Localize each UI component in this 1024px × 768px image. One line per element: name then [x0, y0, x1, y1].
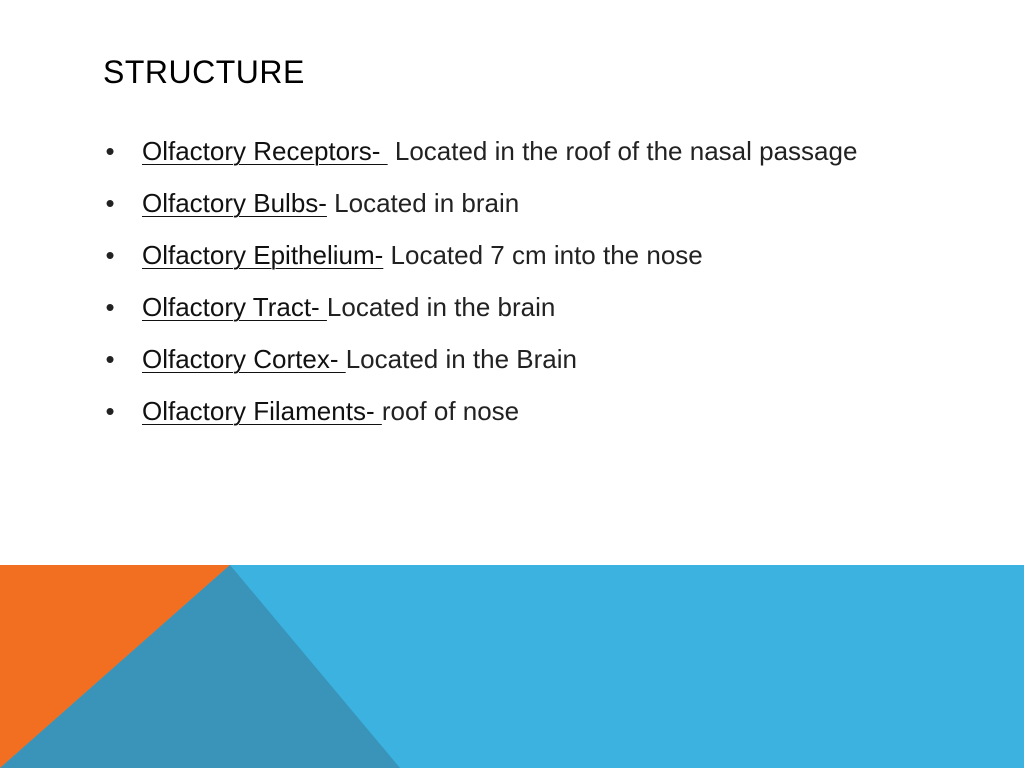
bullet-term: Olfactory Cortex- [142, 344, 346, 374]
bullet-marker: • [105, 136, 115, 166]
bullet-marker: • [105, 292, 115, 322]
bullet-description: Located in the roof of the nasal passage [387, 136, 858, 166]
bullet-description: roof of nose [381, 396, 520, 426]
bullet-list [100, 132, 920, 444]
bullet-description: Located in the Brain [345, 344, 577, 374]
bullet-description: Located in brain [326, 188, 520, 218]
slide-title: STRUCTURE [103, 54, 305, 90]
bullet-item [100, 132, 920, 171]
bullet-marker: • [105, 188, 115, 218]
bullet-item [100, 236, 920, 275]
bullet-marker: • [105, 344, 115, 374]
bullet-description: Located 7 cm into the nose [383, 240, 703, 270]
bullet-marker: • [105, 396, 115, 426]
bullet-term: Olfactory Epithelium- [142, 240, 384, 270]
bullet-item [100, 288, 920, 327]
bullet-term: Olfactory Receptors- [142, 136, 388, 166]
bullet-term: Olfactory Filaments- [142, 396, 382, 426]
bullet-item [100, 392, 920, 431]
bullet-term: Olfactory Tract- [142, 292, 327, 322]
bullet-description: Located in the brain [326, 292, 556, 322]
bullet-marker: • [105, 240, 115, 270]
bullet-item [100, 340, 920, 379]
bullet-term: Olfactory Bulbs- [142, 188, 327, 218]
bullet-item [100, 184, 920, 223]
decorative-footer-band [0, 565, 1024, 768]
